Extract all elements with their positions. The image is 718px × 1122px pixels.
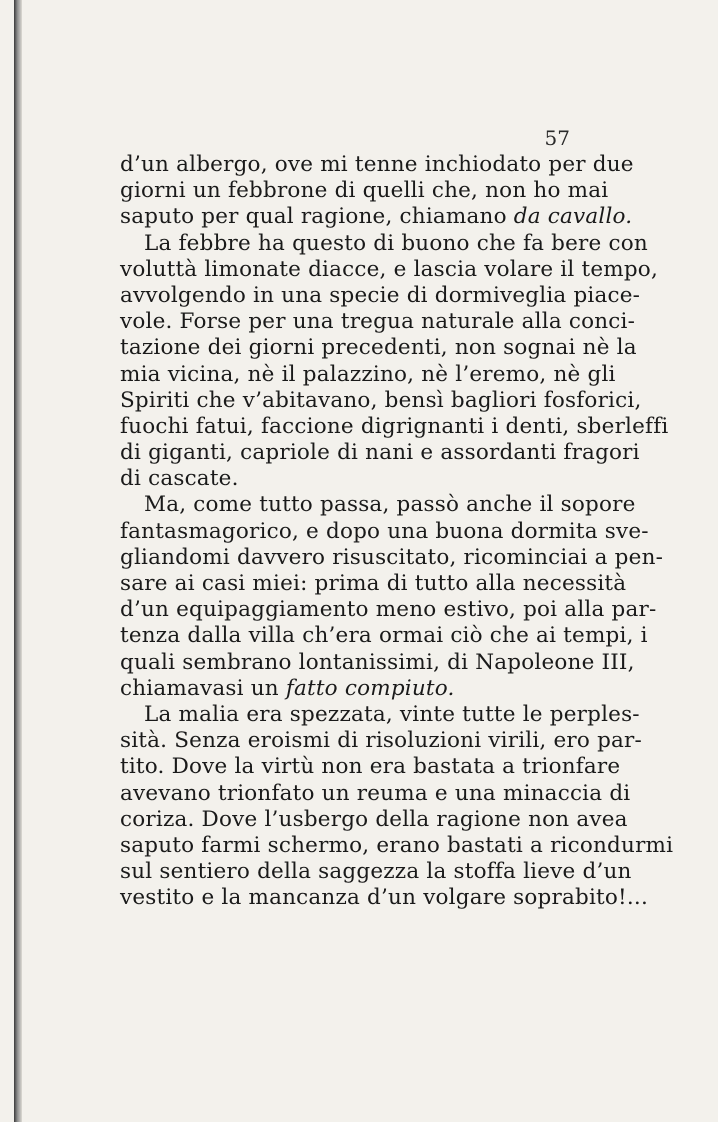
text-line: tazione dei giorni precedenti, non sognai nè la [120, 335, 637, 361]
text-line: quali sembrano lontanissimi, di Napoleone III, [120, 649, 635, 675]
text-line: Ma, come tutto passa, passò anche il sopore [144, 492, 636, 518]
text-line: avevano trionfato un reuma e una minaccia di [120, 780, 631, 806]
text-line: La febbre ha questo di buono che fa bere con [144, 230, 648, 256]
text-line: d’un equipaggiamento meno estivo, poi alla par- [120, 597, 657, 623]
text-line: vole. Forse per una tregua naturale alla conci- [120, 309, 636, 335]
text-line: voluttà limonate diacce, e lascia volare il tempo, [120, 256, 658, 282]
text-line: vestito e la mancanza d’un volgare soprabito!... [120, 885, 648, 911]
body-text [120, 152, 674, 911]
text-line: giorni un febbrone di quelli che, non ho mai [120, 178, 609, 204]
text-line: La malia era spezzata, vinte tutte le perples- [144, 701, 640, 727]
text-line: saputo farmi schermo, erano bastati a ricondurmi [120, 832, 674, 858]
text-line: tito. Dove la virtù non era bastata a trionfare [120, 754, 621, 780]
text-line: avvolgendo in una specie di dormiveglia piace- [120, 282, 641, 308]
text-line: sare ai casi miei: prima di tutto alla necessità [120, 571, 627, 596]
text-line: coriza. Dove l’usbergo della ragione non avea [120, 806, 628, 832]
text-line: sità. Senza eroismi di risoluzioni virili, ero par- [120, 728, 643, 754]
text-line: di cascate. [120, 466, 239, 492]
text-line: saputo per qual ragione, chiamano da cavallo. [120, 204, 633, 230]
text-line: d’un albergo, ove mi tenne inchiodato per due [120, 152, 634, 177]
text-line: Spiriti che v’abitavano, bensì bagliori fosforici, [120, 387, 642, 413]
text-line: fuochi fatui, faccione digrignanti i denti, sberleffi [120, 413, 669, 439]
text-line: tenza dalla villa ch’era ormai ciò che ai tempi, i [120, 623, 648, 649]
text-line: mia vicina, nè il palazzino, nè l’eremo, nè gli [120, 361, 616, 387]
text-line: gliandomi davvero risuscitato, ricominciai a pen- [120, 544, 664, 570]
text-line: fantasmagorico, e dopo una buona dormita sve- [120, 518, 649, 544]
text-line: di giganti, capriole di nani e assordanti fragori [120, 440, 640, 466]
page-binding-edge [14, 0, 22, 1122]
text-line: chiamavasi un fatto compiuto. [120, 675, 455, 701]
text-line: sul sentiero della saggezza la stoffa lieve d’un [120, 859, 632, 885]
page-number: 57 [544, 126, 570, 150]
